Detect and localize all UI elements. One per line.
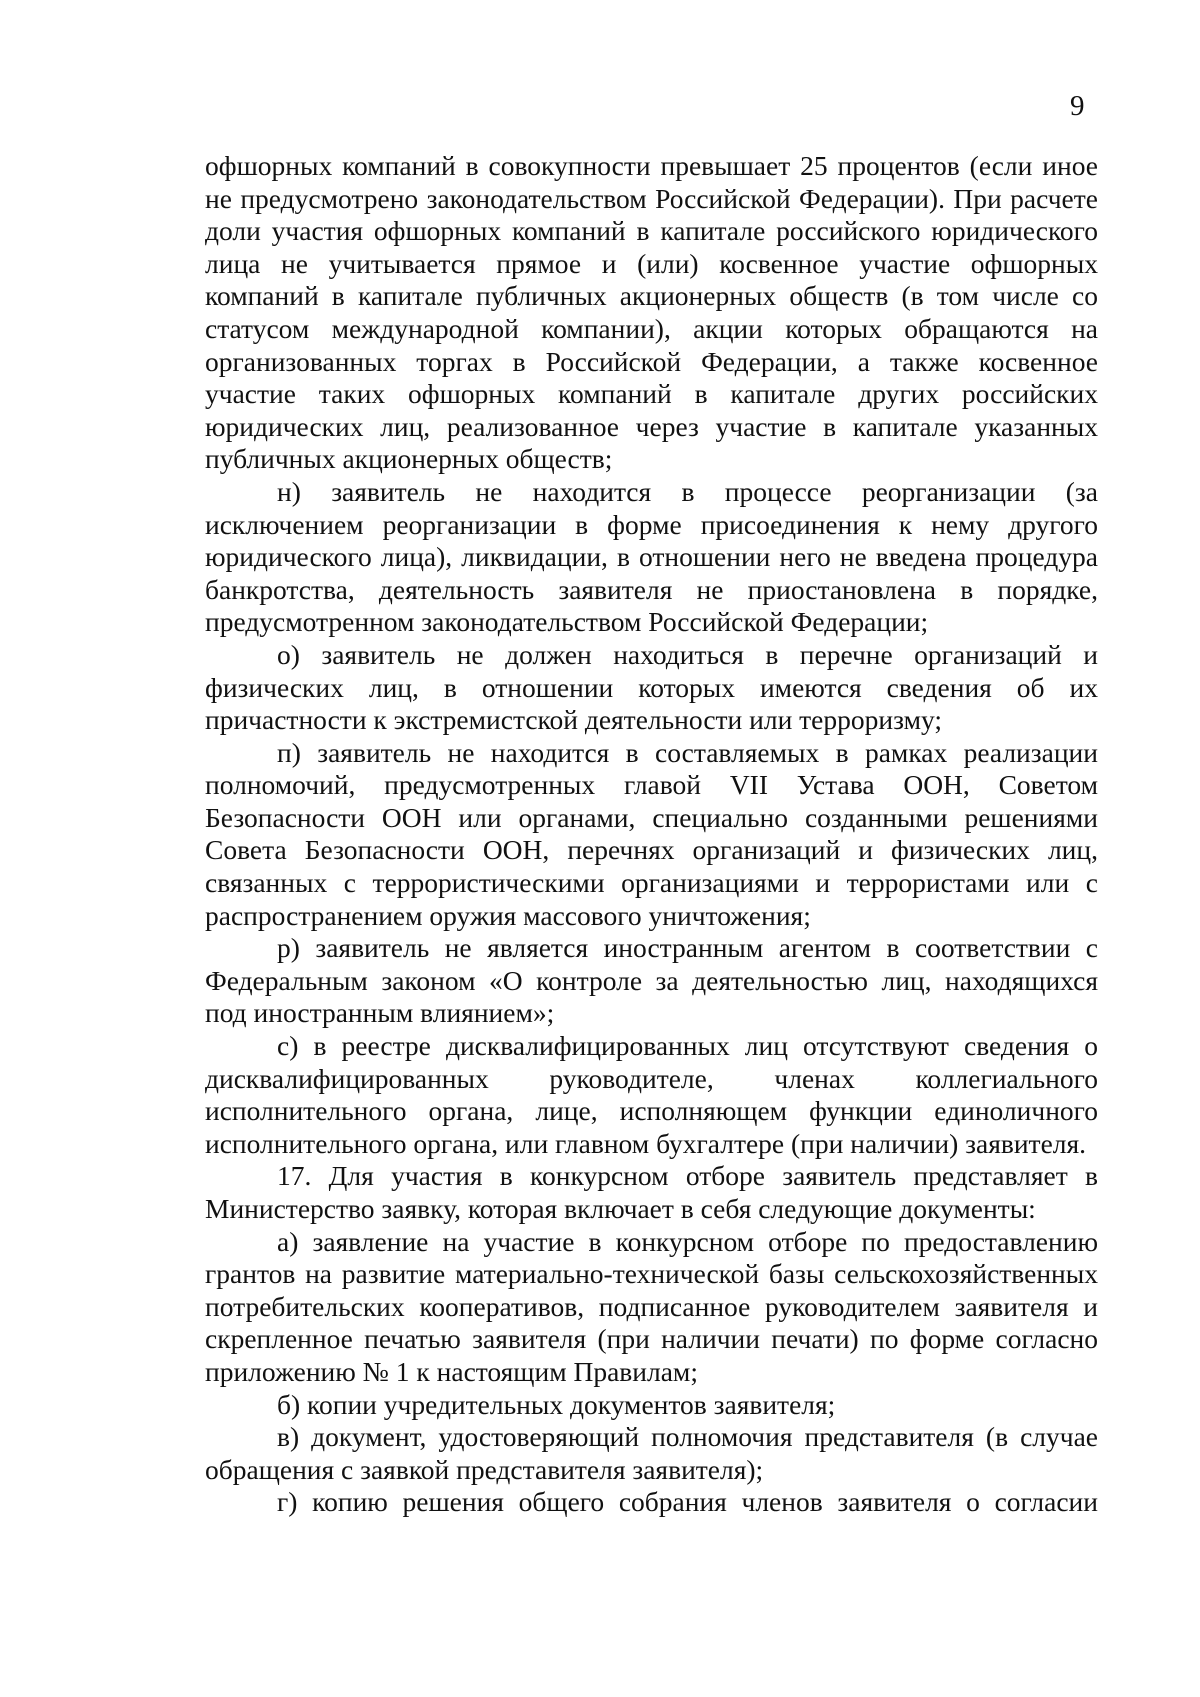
paragraph: г) копию решения общего собрания членов заявителя о согласии <box>277 1486 1098 1518</box>
paragraph: р) заявитель не является иностранным агентом в соответствии с Федеральным законом «О контроле за деятельностью лиц, находящихся под иностранным влиянием»; <box>205 932 1098 1029</box>
paragraph: в) документ, удостоверяющий полномочия представителя (в случае обращения с заявкой представителя заявителя); <box>205 1421 1098 1485</box>
paragraph: офшорных компаний в совокупности превышает 25 процентов (если иное не предусмотрено законодательством Российской Федерации). При расчете доли участия офшорных компаний в капитале российского юридического лица не учитывается прямое и (или) косвенное участие офшорных компаний в капитале публичных акционерных обществ (в том числе со статусом международной компании), акции которых обращаются на организованных торгах в Российской Федерации, а также косвенное участие таких офшорных компаний в капитале других российских юридических лиц, реализованное через участие в капитале указанных публичных акционерных обществ; <box>205 150 1098 475</box>
paragraph: б) копии учредительных документов заявителя; <box>277 1388 836 1420</box>
paragraph: с) в реестре дисквалифицированных лиц отсутствуют сведения о дисквалифицированных руководителе, членах коллегиального исполнительного органа, лице, исполняющем функции единоличного исполнительного органа, или главном бухгалтере (при наличии) заявителя. <box>205 1030 1098 1159</box>
document-body <box>205 150 1098 1519</box>
paragraph: 17. Для участия в конкурсном отборе заявитель представляет в Министерство заявку, которая включает в себя следующие документы: <box>205 1160 1098 1224</box>
page-number: 9 <box>1070 90 1085 122</box>
paragraph: п) заявитель не находится в составляемых в рамках реализации полномочий, предусмотренных главой VII Устава ООН, Советом Безопасности ООН или органами, специально созданными решениями Совета Безопасности ООН, перечнях организаций и физических лиц, связанных с террористическими организациями и террористами или с распространением оружия массового уничтожения; <box>205 736 1098 931</box>
paragraph: а) заявление на участие в конкурсном отборе по предоставлению грантов на развитие материально-технической базы сельскохозяйственных потребительских кооперативов, подписанное руководителем заявителя и скрепленное печатью заявителя (при наличии печати) по форме согласно приложению № 1 к настоящим Правилам; <box>205 1225 1098 1387</box>
paragraph: о) заявитель не должен находиться в перечне организаций и физических лиц, в отношении которых имеются сведения об их причастности к экстремистской деятельности или терроризму; <box>205 638 1098 736</box>
paragraph: н) заявитель не находится в процессе реорганизации (за исключением реорганизации в форме присоединения к нему другого юридического лица), ликвидации, в отношении него не введена процедура банкротства, деятельность заявителя не приостановлена в порядке, предусмотренном законодательством Российской Федерации; <box>205 475 1098 638</box>
